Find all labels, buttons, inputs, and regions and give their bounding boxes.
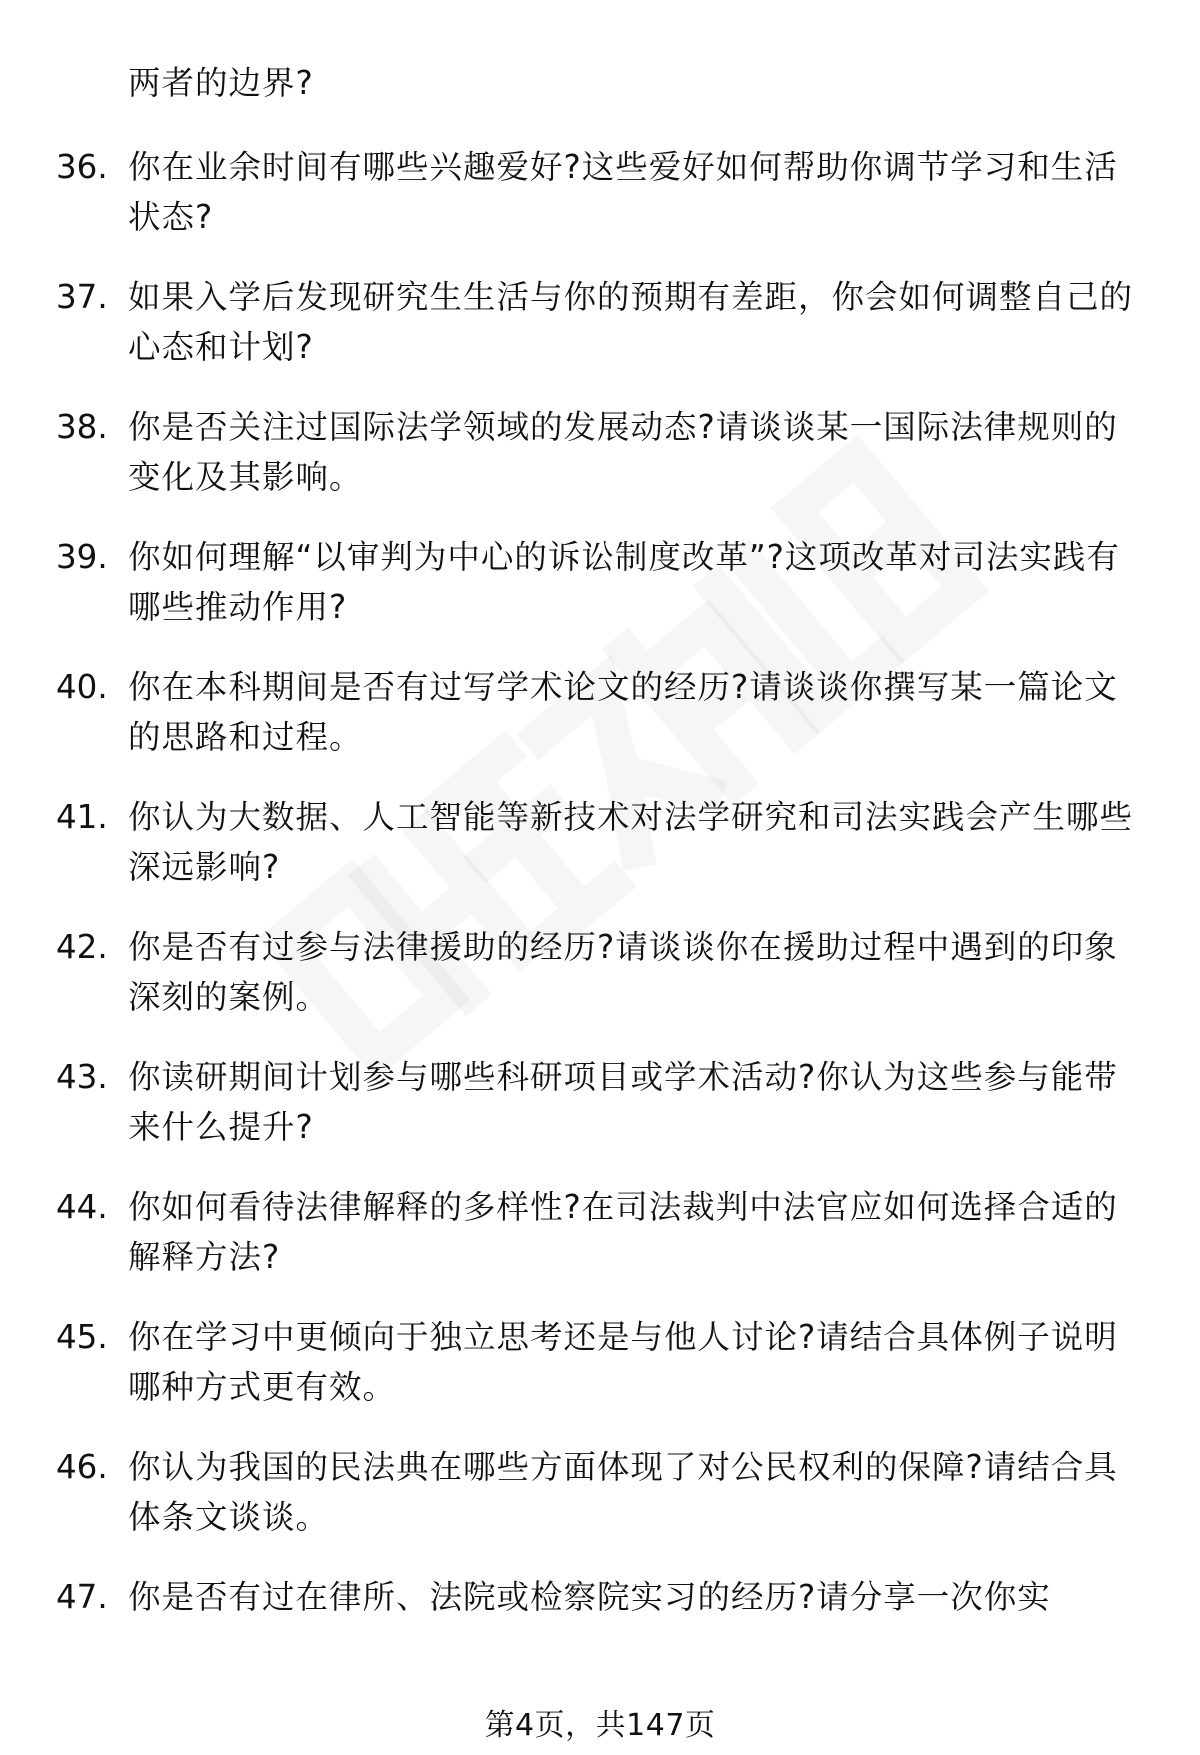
question-text: 你是否有过参与法律援助的经历?请谈谈你在援助过程中遇到的印象深刻的案例。 (128, 928, 1118, 1016)
question-text: 你是否关注过国际法学领域的发展动态?请谈谈某一国际法律规则的变化及其影响。 (128, 408, 1118, 496)
question-item (0, 402, 1200, 532)
question-item (0, 1312, 1200, 1442)
question-number: 39. (56, 538, 108, 576)
question-item (0, 142, 1200, 272)
question-text: 你在本科期间是否有过写学术论文的经历?请谈谈你撰写某一篇论文的思路和过程。 (128, 668, 1118, 756)
question-text: 你在业余时间有哪些兴趣爱好?这些爱好如何帮助你调节学习和生活状态? (128, 148, 1118, 236)
question-item (0, 792, 1200, 922)
question-number: 40. (56, 668, 108, 706)
question-item (0, 662, 1200, 792)
question-number: 46. (56, 1448, 108, 1486)
question-number: 41. (56, 798, 108, 836)
question-list (0, 142, 1200, 1702)
question-number: 38. (56, 408, 108, 446)
question-number: 42. (56, 928, 108, 966)
question-number: 43. (56, 1058, 108, 1096)
question-text: 你是否有过在律所、法院或检察院实习的经历?请分享一次你实 (128, 1578, 1051, 1616)
question-text: 你认为大数据、人工智能等新技术对法学研究和司法实践会产生哪些深远影响? (128, 798, 1134, 886)
question-number: 44. (56, 1188, 108, 1226)
question-item (0, 532, 1200, 662)
question-text: 你如何理解“以审判为中心的诉讼制度改革”?这项改革对司法实践有哪些推动作用? (128, 538, 1120, 626)
question-item (0, 1182, 1200, 1312)
question-text: 你认为我国的民法典在哪些方面体现了对公民权利的保障?请结合具体条文谈谈。 (128, 1448, 1118, 1536)
question-number: 45. (56, 1318, 108, 1356)
continuation-text: 两者的边界? (128, 64, 314, 102)
question-text: 你在学习中更倾向于独立思考还是与他人讨论?请结合具体例子说明哪种方式更有效。 (128, 1318, 1118, 1406)
question-number: 37. (56, 278, 108, 316)
question-item (0, 922, 1200, 1052)
question-item (0, 272, 1200, 402)
question-item (0, 1442, 1200, 1572)
question-item (0, 1052, 1200, 1182)
question-number: 47. (56, 1578, 108, 1616)
question-item (0, 1572, 1200, 1702)
page-footer: 第4页，共147页 (484, 1708, 716, 1743)
question-text: 你如何看待法律解释的多样性?在司法裁判中法官应如何选择合适的解释方法? (128, 1188, 1118, 1276)
question-number: 36. (56, 148, 108, 186)
question-text: 如果入学后发现研究生生活与你的预期有差距，你会如何调整自己的心态和计划? (128, 278, 1134, 366)
question-text: 你读研期间计划参与哪些科研项目或学术活动?你认为这些参与能带来什么提升? (128, 1058, 1118, 1146)
